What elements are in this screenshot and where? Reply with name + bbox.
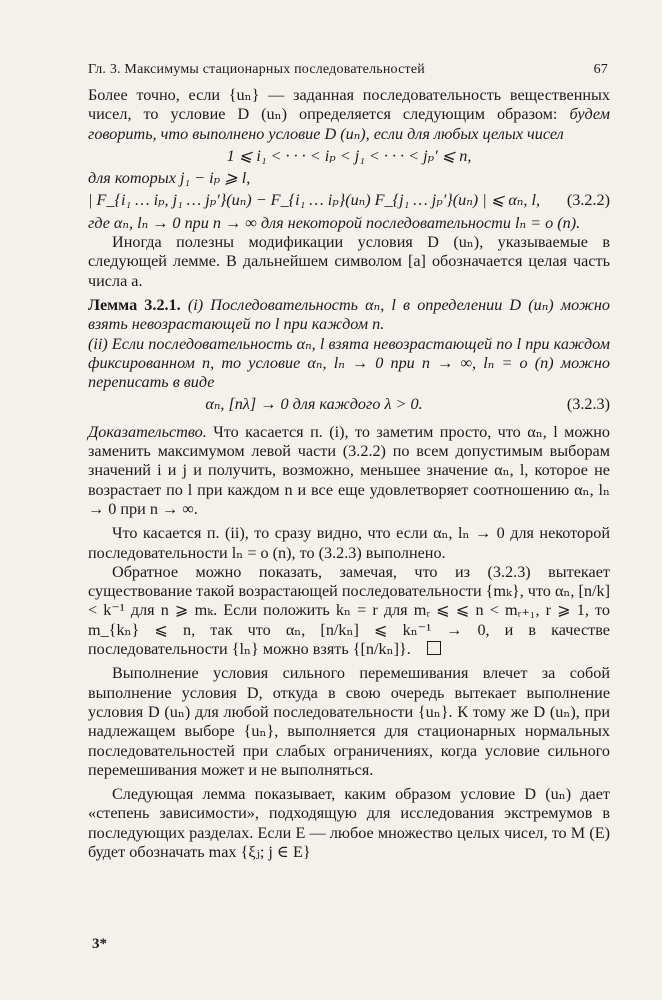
page-body	[88, 86, 610, 862]
page-number: 67	[593, 62, 608, 77]
running-header	[88, 62, 608, 78]
paragraph-next-lemma: Следующая лемма показывает, каким образом условие D (uₙ) дает «степень зависимости», подходящую для исследования экстремумов в последующих разделах. Если E — любое множество целых чисел, то M (E) будет обозначать max {ξⱼ; j ∈ E}	[88, 785, 610, 861]
equation-3-2-3: αₙ, [nλ] → 0 для каждого λ > 0. (3.2.3)	[205, 395, 610, 414]
proof-paragraph-2: Что касается п. (ii), то сразу видно, что если αₙ, lₙ → 0 для некоторой последовательности lₙ = o (n), то (3.2.3) выполнено.	[88, 524, 610, 562]
chapter-title: Гл. 3. Максимумы стационарных последовательностей	[88, 62, 425, 77]
equation-number: (3.2.2)	[566, 191, 610, 210]
lemma-3-2-1	[88, 296, 610, 335]
proof-paragraph-3: Обратное можно показать, замечая, что из (3.2.3) вытекает существование такой возрастающей последовательности {mₖ}, что αₙ, [n/k] < k⁻¹ для n ⩾ mₖ. Если положить kₙ = r для mᵣ ⩽ ⩽ n < mᵣ₊₁, r ⩾ 1, то m_{kₙ} ⩽ n, так что αₙ, [n/kₙ] ⩽ kₙ⁻¹ → 0, и в качестве последовательности {lₙ} можно взять {[n/kₙ]}.	[88, 562, 610, 659]
lemma-title: Лемма 3.2.1.	[88, 295, 181, 314]
paragraph-definition: Более точно, если {uₙ} — заданная последовательность вещественных чисел, то условие D (uₙ) определяется следующим образом: будем говорить, что выполнено условие D (uₙ), если для любых целых чисел	[88, 86, 611, 143]
paragraph-modifications: Иногда полезны модификации условия D (uₙ), указываемые в следующей лемме. В дальнейшем символом [a] обозначается целая часть числа a.	[88, 233, 610, 290]
equation-3-2-2: | F_{i₁ … iₚ, j₁ … jₚ′}(uₙ) − F_{i₁ … iₚ}(uₙ) F_{j₁ … jₚ′}(uₙ) | ⩽ αₙ, l, (3.2.2)	[88, 191, 610, 210]
proof-title: Доказательство.	[88, 422, 207, 441]
proof-paragraph-1: Доказательство. Что касается п. (i), то заметим просто, что αₙ, l можно заменить максимумом левой части (3.2.2) по всем допустимым выборам значений i и j и получить, возможно, меньшее значение αₙ, l, которое не возрастает по l при каждом n и все еще удовлетворяет соотношению αₙ, lₙ → 0 при n → ∞.	[88, 422, 611, 518]
lemma-part-ii: (ii) Если последовательность αₙ, l взята невозрастающей по l при каждом фиксированном n, то условие αₙ, lₙ → 0 при n → ∞, lₙ = o (n) можно переписать в виде	[88, 334, 610, 392]
paragraph-where: где αₙ, lₙ → 0 при n → ∞ для некоторой последовательности lₙ = o (n).	[88, 213, 581, 232]
paragraph-mixing: Выполнение условия сильного перемешивания влечет за собой выполнение условия D, откуда в свою очередь вытекает выполнение условия D (uₙ) для любой последовательности {uₙ}. К тому же D (uₙ), при надлежащем выборе {uₙ}, выполняется для стационарных нормальных последовательностей при слабых ограничениях, когда условие сильного перемешивания может и не выполняться.	[88, 664, 610, 779]
qed-square-icon	[427, 641, 441, 655]
equation-number: (3.2.3)	[566, 395, 610, 414]
signature-mark: 3*	[92, 936, 107, 952]
equation-indices: 1 ⩽ i₁ < · · · < iₚ < j₁ < · · · < jₚ′ ⩽ n,	[226, 146, 472, 165]
lemma-part-i: (i) Последовательность αₙ, l в определении D (uₙ) можно взять невозрастающей по l при каждом n.	[88, 295, 611, 334]
paragraph-condition: для которых j₁ − iₚ ⩾ l,	[88, 169, 251, 188]
